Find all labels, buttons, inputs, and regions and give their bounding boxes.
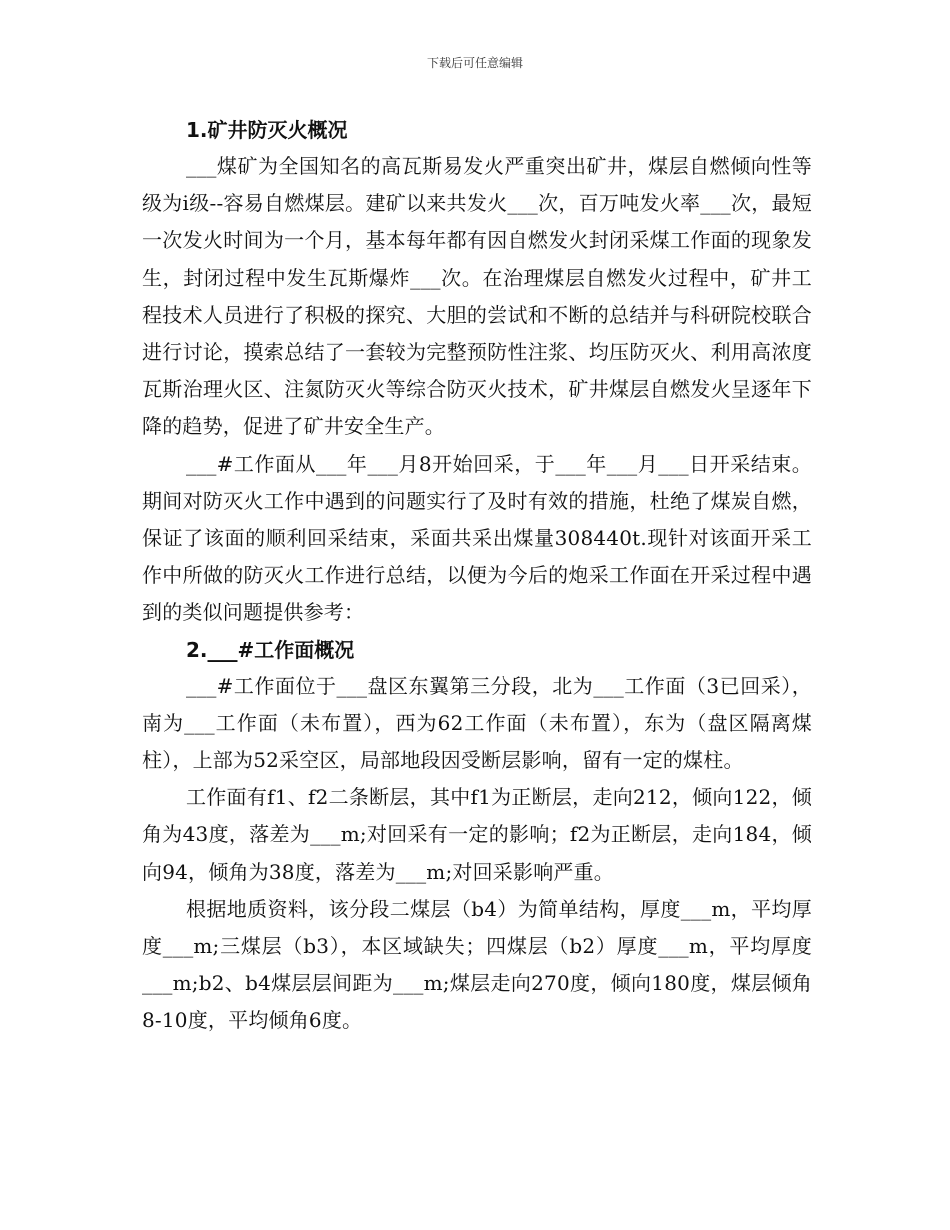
section-2-heading: 2.___#工作面概况 — [186, 637, 355, 662]
section-1-paragraph-2: ___#工作面从___年___月8开始回采，于___年___月___日开采结束。期间对防灭火工作中遇到的问题实行了及时有效的措施，杜绝了煤炭自燃，保证了该面的顺利回采结束，采面共采出煤量308440t.现针对该面开采工作中所做的防灭火工作进行总结，以便为今后的炮采工作面在开采过程中遇到的类似问题提供参考： — [142, 451, 812, 625]
section-2-paragraph-1: ___#工作面位于___盘区东翼第三分段，北为___工作面（3已回采），南为___工作面（未布置），西为62工作面（未布置），东为（盘区隔离煤柱），上部为52采空区，局部地段因受断层影响，留有一定的煤柱。 — [142, 673, 812, 773]
section-2-paragraph-3: 根据地质资料，该分段二煤层（b4）为简单结构，厚度___m，平均厚度___m;三煤层（b3），本区域缺失；四煤层（b2）厚度___m，平均厚度___m;b2、b4煤层层间距为___m;煤层走向270度，倾向180度，煤层倾角8-10度，平均倾角6度。 — [142, 896, 812, 1033]
section-1-paragraph-1: ___煤矿为全国知名的高瓦斯易发火严重突出矿井，煤层自燃倾向性等级为ⅰ级--容易自燃煤层。建矿以来共发火___次，百万吨发火率___次，最短一次发火时间为一个月，基本每年都有因自燃发火封闭采煤工作面的现象发生，封闭过程中发生瓦斯爆炸___次。在治理煤层自燃发火过程中，矿井工程技术人员进行了积极的探究、大胆的尝试和不断的总结并与科研院校联合进行讨论，摸索总结了一套较为完整预防性注浆、均压防灭火、利用高浓度瓦斯治理火区、注氮防灭火等综合防灭火技术，矿井煤层自燃发火呈逐年下降的趋势，促进了矿井安全生产。 — [142, 154, 812, 439]
section-1-heading: 1.矿井防灭火概况 — [186, 118, 348, 142]
section-2-paragraph-2: 工作面有f1、f2二条断层，其中f1为正断层，走向212，倾向122，倾角为43度，落差为___m;对回采有一定的影响；f2为正断层，走向184，倾向94，倾角为38度，落差为___m;对回采影响严重。 — [142, 785, 812, 884]
document-body — [142, 112, 812, 1040]
page-header: 下载后可任意编辑 — [426, 56, 523, 70]
